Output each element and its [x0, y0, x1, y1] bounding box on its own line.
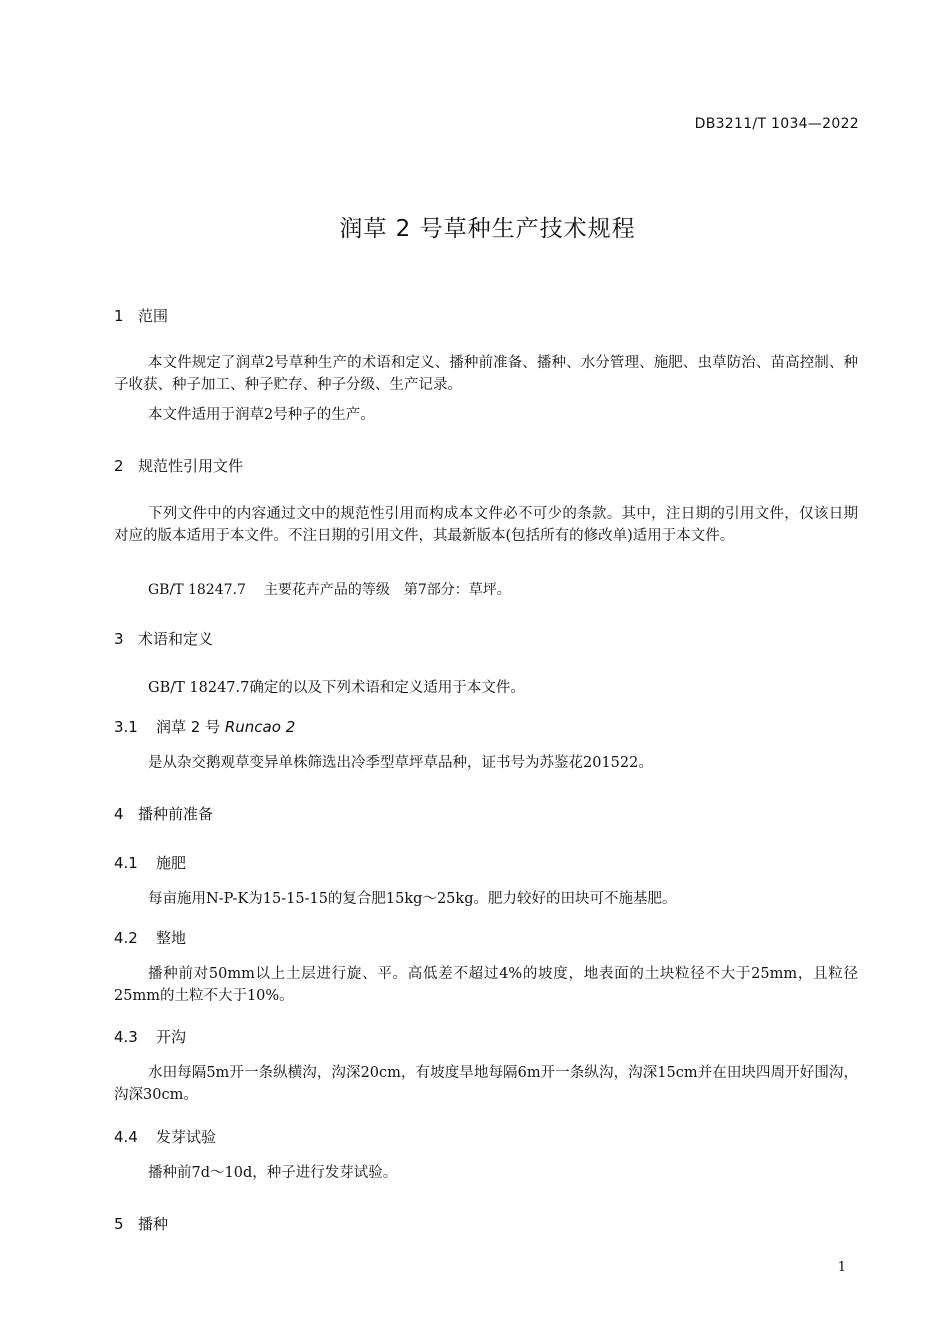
section-1-heading — [114, 305, 168, 326]
section-number: 4.2 — [114, 929, 138, 947]
normative-reference — [148, 579, 511, 599]
section-number: 4.4 — [114, 1128, 138, 1146]
section-number: 4 — [114, 805, 124, 823]
section-title: 范围 — [138, 307, 169, 325]
section-4-4-paragraph: 播种前7d～10d，种子进行发芽试验。 — [148, 1165, 398, 1181]
document-number: DB3211/T 1034—2022 — [694, 116, 859, 132]
reference-code: GB/T 18247.7 — [148, 582, 246, 598]
section-title: 规范性引用文件 — [138, 457, 244, 475]
section-3-1-heading — [114, 716, 295, 737]
section-title: 播种 — [138, 1215, 169, 1233]
section-2-heading — [114, 455, 243, 476]
section-number: 5 — [114, 1215, 124, 1233]
reference-part: 第7部分：草坪。 — [403, 582, 511, 598]
section-4-2-paragraph: 播种前对50mm以上土层进行旋、平。高低差不超过4%的坡度，地表面的土块粒径不大于25mm，且粒径25mm的土粒不大于10%。 — [114, 966, 858, 1004]
page-number: 1 — [837, 1260, 846, 1275]
section-1-paragraph-2: 本文件适用于润草2号种子的生产。 — [148, 407, 375, 423]
section-number: 4.1 — [114, 854, 138, 872]
section-title: 整地 — [156, 929, 187, 947]
section-title: 施肥 — [156, 854, 187, 872]
section-4-heading — [114, 803, 213, 824]
section-3-heading — [114, 628, 213, 649]
section-4-4-heading — [114, 1126, 216, 1147]
section-3-1-definition: 是从杂交鹅观草变异单株筛选出冷季型草坪草品种，证书号为苏鉴花201522。 — [148, 755, 653, 771]
section-title: 发芽试验 — [156, 1128, 217, 1146]
reference-title: 主要花卉产品的等级 — [263, 582, 390, 598]
section-4-1-heading — [114, 852, 186, 873]
section-4-1-paragraph: 每亩施用N-P-K为15-15-15的复合肥15kg～25kg。肥力较好的田块可不施基肥。 — [148, 891, 677, 907]
section-4-2-heading — [114, 927, 186, 948]
section-number: 1 — [114, 307, 124, 325]
section-number: 4.3 — [114, 1028, 138, 1046]
section-4-3-heading — [114, 1026, 186, 1047]
section-title: 润草 2 号 — [156, 718, 221, 736]
section-1-paragraph-1: 本文件规定了润草2号草种生产的术语和定义、播种前准备、播种、水分管理、施肥、虫草防治、苗高控制、种子收获、种子加工、种子贮存、种子分级、生产记录。 — [114, 355, 858, 393]
term-english-name: Runcao 2 — [224, 718, 296, 736]
section-5-heading — [114, 1213, 168, 1234]
section-4-3-paragraph: 水田每隔5m开一条纵横沟，沟深20cm，有坡度旱地每隔6m开一条纵沟，沟深15cm并在田块四周开好围沟，沟深30cm。 — [114, 1065, 858, 1103]
section-number: 2 — [114, 457, 124, 475]
section-number: 3 — [114, 630, 124, 648]
document-title: 润草 2 号草种生产技术规程 — [339, 216, 636, 242]
section-title: 开沟 — [156, 1028, 187, 1046]
section-3-paragraph-1: GB/T 18247.7确定的以及下列术语和定义适用于本文件。 — [148, 680, 525, 696]
section-2-paragraph-1: 下列文件中的内容通过文中的规范性引用而构成本文件必不可少的条款。其中，注日期的引用文件，仅该日期对应的版本适用于本文件。不注日期的引用文件，其最新版本(包括所有的修改单)适用于本文件。 — [114, 506, 858, 544]
section-title: 术语和定义 — [138, 630, 214, 648]
section-number: 3.1 — [114, 718, 138, 736]
section-title: 播种前准备 — [138, 805, 214, 823]
